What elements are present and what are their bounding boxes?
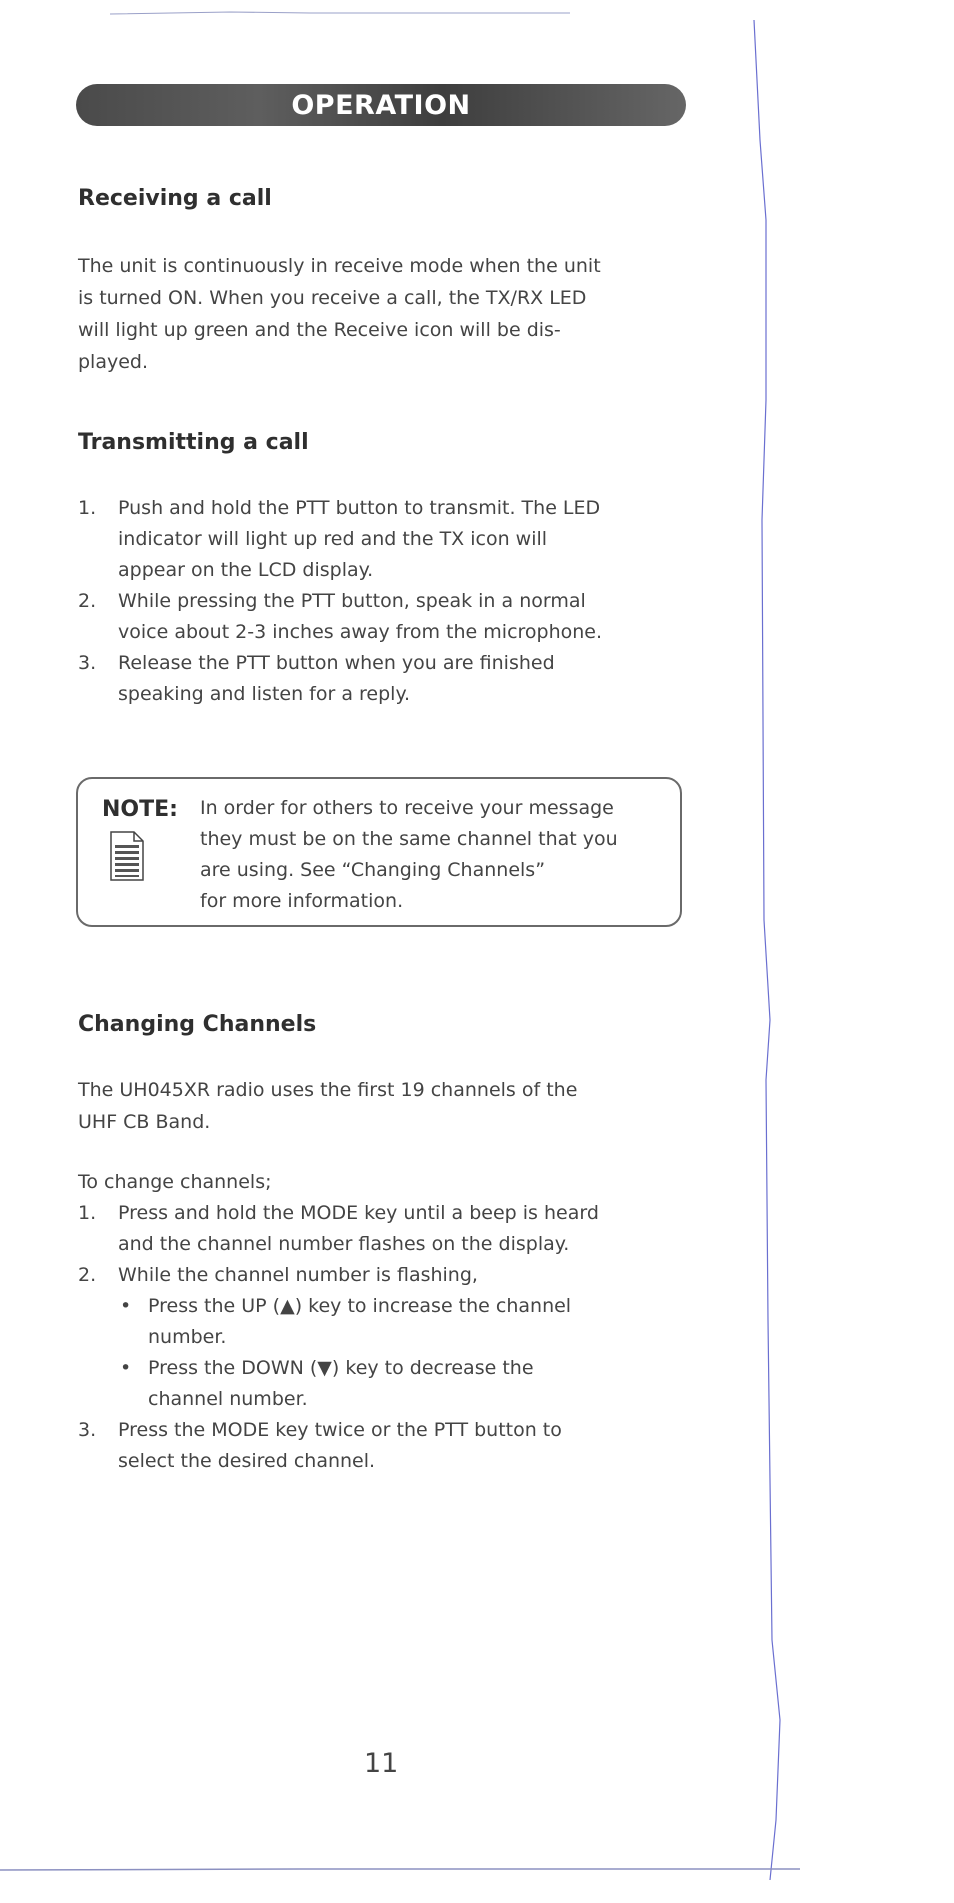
text-line: for more information. xyxy=(200,890,404,912)
list-item xyxy=(78,493,718,586)
step-number: 3. xyxy=(78,652,97,674)
text-line: Press the DOWN (▼) key to decrease the xyxy=(148,1357,534,1379)
transmit-steps xyxy=(78,493,718,710)
text-line: To change channels; xyxy=(78,1171,272,1193)
text-line: Press the MODE key twice or the PTT button to xyxy=(118,1419,562,1441)
text-line: select the desired channel. xyxy=(118,1450,376,1472)
text-line: will light up green and the Receive icon will be dis- xyxy=(78,319,561,341)
list-item xyxy=(78,1198,718,1260)
section-title: OPERATION xyxy=(291,89,471,121)
step-number: 2. xyxy=(78,1264,97,1286)
text-line: Push and hold the PTT button to transmit. The LED xyxy=(118,497,601,519)
bullet-icon: • xyxy=(120,1357,132,1379)
bullet-icon: • xyxy=(120,1295,132,1317)
heading-changing-channels: Changing Channels xyxy=(78,1012,317,1037)
text-line: indicator will light up red and the TX icon will xyxy=(118,528,548,550)
page-number: 11 xyxy=(364,1748,399,1779)
bullet-item xyxy=(118,1291,718,1353)
scan-edge-right xyxy=(752,20,812,1880)
note-label: NOTE: xyxy=(102,797,178,822)
text-line: In order for others to receive your message xyxy=(200,797,614,819)
text-line: Press and hold the MODE key until a beep is heard xyxy=(118,1202,599,1224)
step-number: 1. xyxy=(78,1202,97,1224)
changing-lead xyxy=(78,1166,698,1198)
text-line: speaking and listen for a reply. xyxy=(118,683,411,705)
step-number: 2. xyxy=(78,590,97,612)
text-line: they must be on the same channel that you xyxy=(200,828,618,850)
list-item xyxy=(78,1260,718,1415)
note-text xyxy=(200,793,618,917)
step-number: 3. xyxy=(78,1419,97,1441)
text-line: appear on the LCD display. xyxy=(118,559,374,581)
section-banner xyxy=(76,84,686,126)
text-line: voice about 2-3 inches away from the microphone. xyxy=(118,621,603,643)
heading-receiving: Receiving a call xyxy=(78,186,272,211)
text-line: While pressing the PTT button, speak in a normal xyxy=(118,590,586,612)
text-line: While the channel number is flashing, xyxy=(118,1264,478,1286)
text-line: are using. See “Changing Channels” xyxy=(200,859,546,881)
text-line: is turned ON. When you receive a call, the TX/RX LED xyxy=(78,287,587,309)
scan-edge-bottom xyxy=(0,1868,800,1871)
bullet-item xyxy=(118,1353,718,1415)
scan-edge-top xyxy=(110,10,570,16)
list-item xyxy=(78,1415,718,1477)
text-line: Release the PTT button when you are finished xyxy=(118,652,555,674)
changing-intro xyxy=(78,1074,698,1138)
text-line: The unit is continuously in receive mode when the unit xyxy=(78,255,601,277)
list-item xyxy=(78,586,718,648)
text-line: The UH045XR radio uses the first 19 channels of the xyxy=(78,1079,578,1101)
heading-transmitting: Transmitting a call xyxy=(78,430,309,455)
note-box xyxy=(76,777,682,927)
text-line: played. xyxy=(78,351,149,373)
document-icon xyxy=(110,831,144,881)
step-number: 1. xyxy=(78,497,97,519)
text-line: channel number. xyxy=(148,1388,308,1410)
channel-steps xyxy=(78,1198,718,1477)
text-line: and the channel number flashes on the display. xyxy=(118,1233,570,1255)
text-line: UHF CB Band. xyxy=(78,1111,211,1133)
receiving-paragraph xyxy=(78,250,698,378)
text-line: number. xyxy=(148,1326,227,1348)
list-item xyxy=(78,648,718,710)
text-line: Press the UP (▲) key to increase the channel xyxy=(148,1295,572,1317)
